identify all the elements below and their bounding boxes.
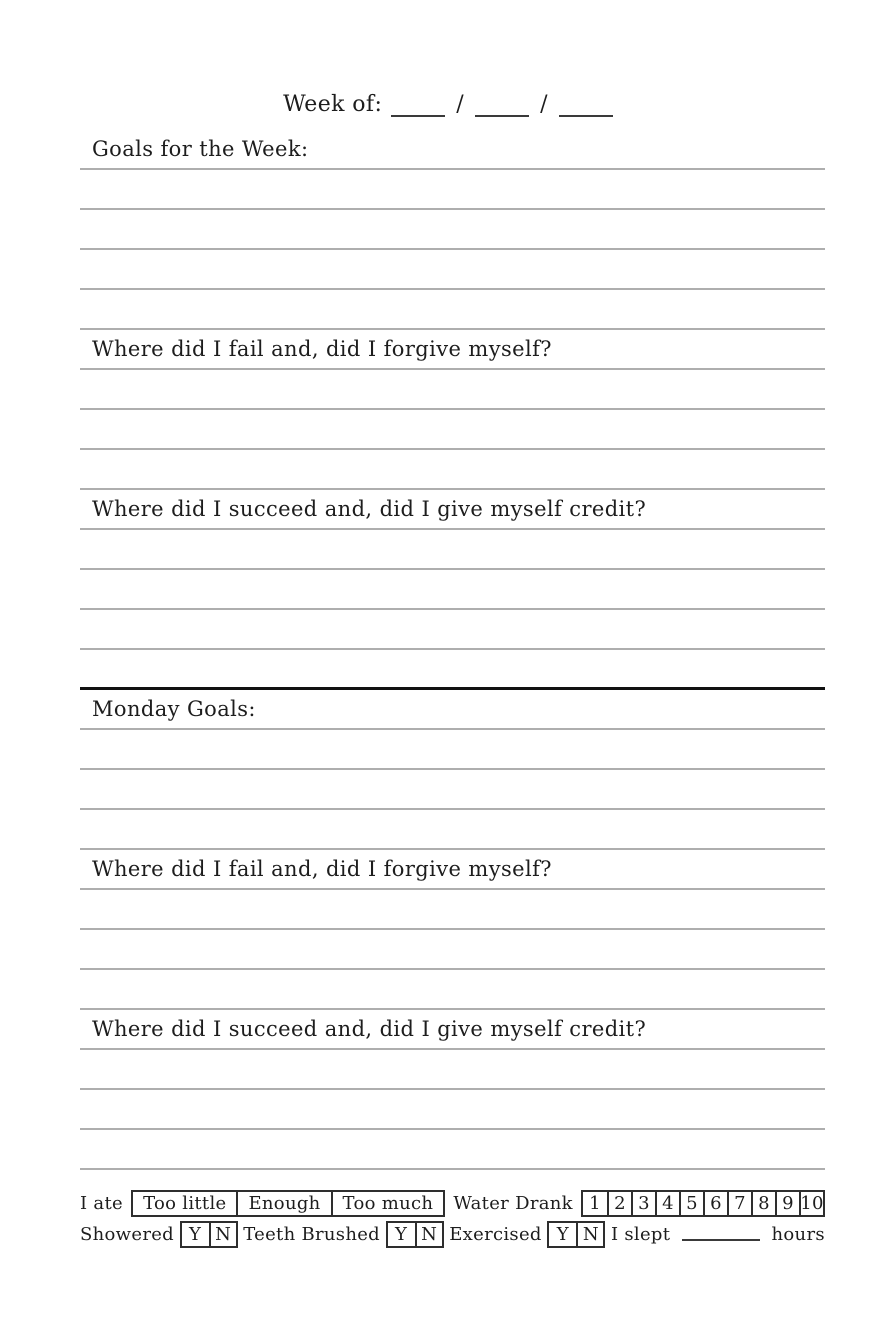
exercised-no-cell[interactable]: N <box>576 1223 603 1246</box>
teeth-brushed-yes-cell[interactable]: Y <box>395 1224 408 1245</box>
showered-label: Showered <box>80 1224 174 1245</box>
page-content <box>80 0 825 1248</box>
daily-tracker <box>80 1190 825 1248</box>
writing-line[interactable] <box>80 930 825 970</box>
ate-option-too-much[interactable]: Too much <box>331 1192 444 1215</box>
monday-fail-prompt-row <box>80 850 825 890</box>
ate-option-enough[interactable]: Enough <box>236 1192 330 1215</box>
slept-hours-blank[interactable] <box>682 1229 760 1241</box>
writing-line[interactable] <box>80 170 825 210</box>
weekly-succeed-prompt: Where did I succeed and, did I give myself credit? <box>92 497 647 521</box>
writing-line[interactable] <box>80 450 825 490</box>
weekly-goals-heading-row <box>80 130 825 170</box>
i-ate-label: I ate <box>80 1193 123 1214</box>
water-cell-2[interactable]: 2 <box>607 1192 631 1215</box>
exercised-yes-cell[interactable]: Y <box>556 1224 569 1245</box>
week-of-label: Week of: <box>283 92 383 117</box>
exercised-yn-box <box>547 1221 605 1248</box>
water-cell-1[interactable]: 1 <box>589 1193 601 1214</box>
monday-section <box>80 690 825 1170</box>
weekly-goals-heading: Goals for the Week: <box>92 137 309 161</box>
water-cell-9[interactable]: 9 <box>775 1192 799 1215</box>
weekly-section <box>80 130 825 690</box>
writing-line[interactable] <box>80 1130 825 1170</box>
monday-goals-heading-row <box>80 690 825 730</box>
exercised-label: Exercised <box>449 1224 542 1245</box>
water-cell-10[interactable]: 10 <box>800 1193 824 1214</box>
showered-yes-cell[interactable]: Y <box>189 1224 202 1245</box>
date-separator: / <box>540 92 548 117</box>
writing-line[interactable] <box>80 210 825 250</box>
writing-line[interactable] <box>80 290 825 330</box>
date-separator: / <box>456 92 465 117</box>
monday-succeed-prompt-row <box>80 1010 825 1050</box>
writing-line[interactable] <box>80 970 825 1010</box>
hours-label: hours <box>771 1224 825 1245</box>
monday-goals-heading: Monday Goals: <box>92 697 256 721</box>
weekly-succeed-prompt-row <box>80 490 825 530</box>
week-date-blank-2[interactable] <box>475 105 529 117</box>
water-cell-6[interactable]: 6 <box>703 1192 727 1215</box>
showered-yn-box <box>180 1221 238 1248</box>
writing-line[interactable] <box>80 530 825 570</box>
teeth-brushed-yn-box <box>386 1221 444 1248</box>
teeth-brushed-no-cell[interactable]: N <box>415 1223 442 1246</box>
writing-line[interactable] <box>80 1050 825 1090</box>
writing-line[interactable] <box>80 370 825 410</box>
writing-line[interactable] <box>80 610 825 650</box>
monday-succeed-prompt: Where did I succeed and, did I give myself credit? <box>92 1017 647 1041</box>
writing-line[interactable] <box>80 730 825 770</box>
water-drank-label: Water Drank <box>453 1193 573 1214</box>
writing-line[interactable] <box>80 570 825 610</box>
week-date-blank-3[interactable] <box>559 105 613 117</box>
writing-line[interactable] <box>80 810 825 850</box>
writing-line[interactable] <box>80 890 825 930</box>
water-cell-3[interactable]: 3 <box>631 1192 655 1215</box>
ate-option-too-little[interactable]: Too little <box>143 1193 227 1214</box>
week-of-header <box>80 0 825 130</box>
i-slept-label: I slept <box>610 1224 671 1245</box>
teeth-brushed-label: Teeth Brushed <box>243 1224 381 1245</box>
water-drank-box <box>581 1190 825 1217</box>
water-cell-8[interactable]: 8 <box>751 1192 775 1215</box>
writing-line[interactable] <box>80 1090 825 1130</box>
weekly-fail-prompt-row <box>80 330 825 370</box>
water-cell-7[interactable]: 7 <box>727 1192 751 1215</box>
writing-line-section-divider[interactable] <box>80 650 825 690</box>
water-cell-4[interactable]: 4 <box>655 1192 679 1215</box>
week-date-blank-1[interactable] <box>391 105 445 117</box>
showered-no-cell[interactable]: N <box>209 1223 236 1246</box>
weekly-fail-prompt: Where did I fail and, did I forgive myself? <box>92 337 552 361</box>
water-cell-5[interactable]: 5 <box>679 1192 703 1215</box>
ate-options-box <box>131 1190 445 1217</box>
monday-fail-prompt: Where did I fail and, did I forgive myself? <box>92 857 552 881</box>
writing-line[interactable] <box>80 410 825 450</box>
tracker-row-hygiene-sleep <box>80 1221 825 1248</box>
writing-line[interactable] <box>80 250 825 290</box>
writing-line[interactable] <box>80 770 825 810</box>
tracker-row-eating-water <box>80 1190 825 1217</box>
